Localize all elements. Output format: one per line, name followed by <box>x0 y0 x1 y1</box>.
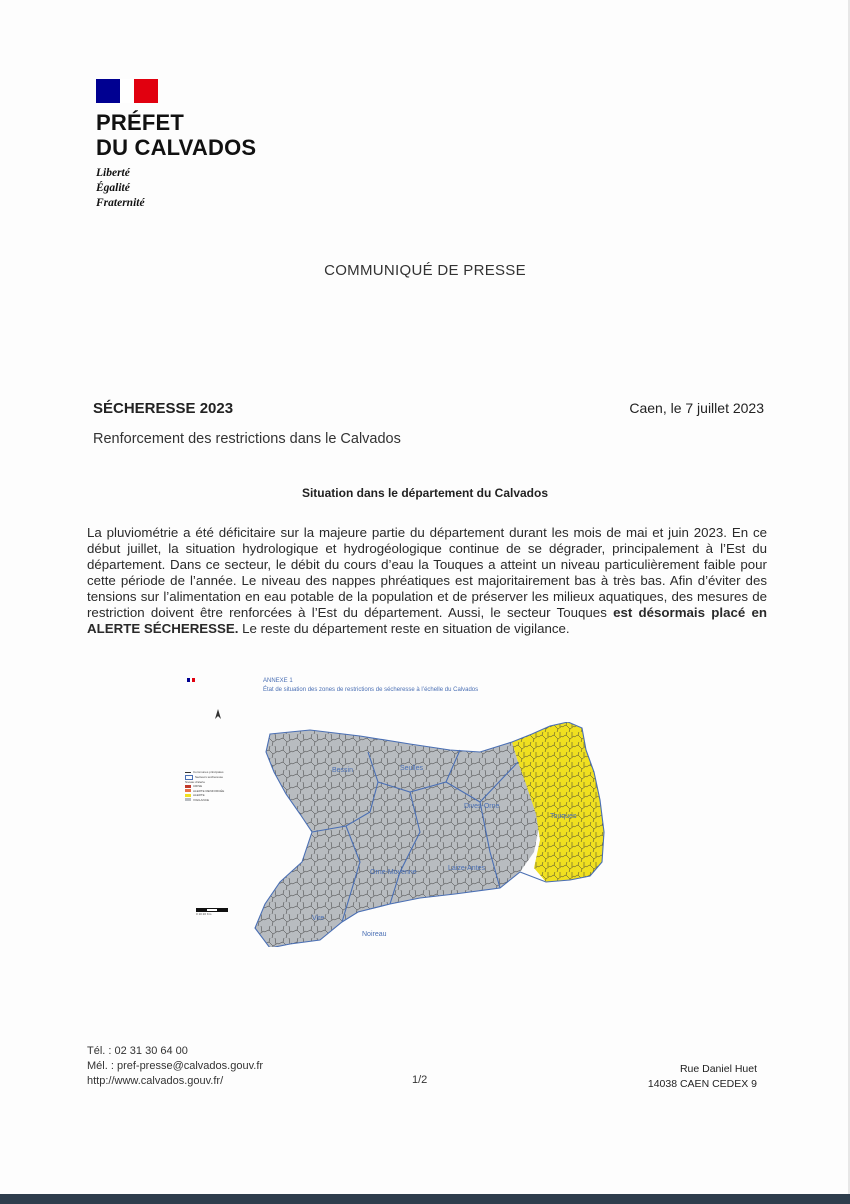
motto-egalite: Égalité <box>96 182 130 194</box>
prefet-line-1: PRÉFET <box>96 110 184 135</box>
document-type: COMMUNIQUÉ DE PRESSE <box>324 262 526 279</box>
motto-liberte: Liberté <box>96 167 130 179</box>
scale-label: 0 10 20 Km <box>196 912 212 916</box>
body-text-bold: est désormais placé en ALERTE SÉCHERESSE. <box>87 605 767 636</box>
legend-item: Secteurs sécheresse <box>185 775 233 780</box>
prefet-title <box>96 110 256 160</box>
body-paragraph <box>87 525 767 637</box>
sector-label: Seulles <box>400 765 423 772</box>
sector-label: Orne-Moyenne <box>370 869 417 876</box>
marianne-flag-logo <box>96 79 158 103</box>
prefet-line-2: DU CALVADOS <box>96 135 257 160</box>
sector-label: Laize-Antes <box>448 865 485 872</box>
address-line-2: 14038 CAEN CEDEX 9 <box>647 1078 757 1090</box>
legend-item: CRISE <box>185 784 233 789</box>
sector-label: Noireau <box>362 931 387 938</box>
address-line-1: Rue Daniel Huet <box>679 1063 757 1075</box>
footer-tel: Tél. : 02 31 30 64 00 <box>87 1045 188 1057</box>
scale-bar <box>196 908 232 914</box>
date-line: Caen, le 7 juillet 2023 <box>629 400 764 416</box>
footer-address <box>648 1062 757 1092</box>
footer-mel[interactable]: Mél. : pref-presse@calvados.gouv.fr <box>87 1060 264 1072</box>
sector-label: Bessin <box>332 767 354 774</box>
press-subject: SÉCHERESSE 2023 <box>93 400 234 417</box>
legend-item: VIGILANCE <box>185 798 233 803</box>
page-number: 1/2 <box>412 1074 428 1086</box>
annex-flag-logo <box>187 678 195 682</box>
body-text-main: La pluviométrie a été déficitaire sur la majeure partie du département durant les mois de mai et juin 2023. En ce début juillet, la situation hydrologique et hydrogéologique continue de se dégrader, principalement à l’Est du département. Dans ce secteur, le débit du cours d’eau la Touques a atteint un niveau particulièrement faible pour cette période de l’année. Le niveau des nappes phréatiques est majoritairement bas à très bas. Afin d’éviter des tensions sur l’alimentation en eau potable de la population et de préserver les milieux aquatiques, des mesures de restriction doivent être renforcées à l’Est du département. Aussi, le secteur Touques <box>87 525 767 620</box>
legend-item: ALERTE <box>185 793 233 798</box>
body-text-end: Le reste du département reste en situation de vigilance. <box>238 621 570 636</box>
map-legend <box>185 770 233 802</box>
legend-item: ALERTE RENFORCÉE <box>185 789 233 794</box>
annex-map <box>180 672 622 990</box>
viewer-bottom-bar <box>0 1194 850 1204</box>
sector-label: Touques <box>550 813 577 820</box>
footer-contact <box>87 1044 263 1089</box>
republic-motto <box>96 166 145 211</box>
footer-web[interactable]: http://www.calvados.gouv.fr/ <box>87 1075 224 1087</box>
sector-label: Vire <box>312 915 325 922</box>
legend-item: Communes principales <box>185 770 233 775</box>
sector-label: Dives-Orne <box>464 803 500 810</box>
legend-item: Niveau d’alerte <box>185 779 206 784</box>
calvados-sectors-map <box>250 722 620 947</box>
annex-heading: État de situation des zones de restrictions de sécheresse à l’échelle du Calvados <box>263 687 479 693</box>
motto-fraternite: Fraternité <box>96 197 145 209</box>
annex-label: ANNEXE 1 <box>263 678 293 684</box>
annex-title <box>263 677 478 695</box>
north-arrow-icon <box>214 707 222 725</box>
section-title: Situation dans le département du Calvados <box>301 486 549 500</box>
press-subtitle: Renforcement des restrictions dans le Calvados <box>93 431 401 447</box>
